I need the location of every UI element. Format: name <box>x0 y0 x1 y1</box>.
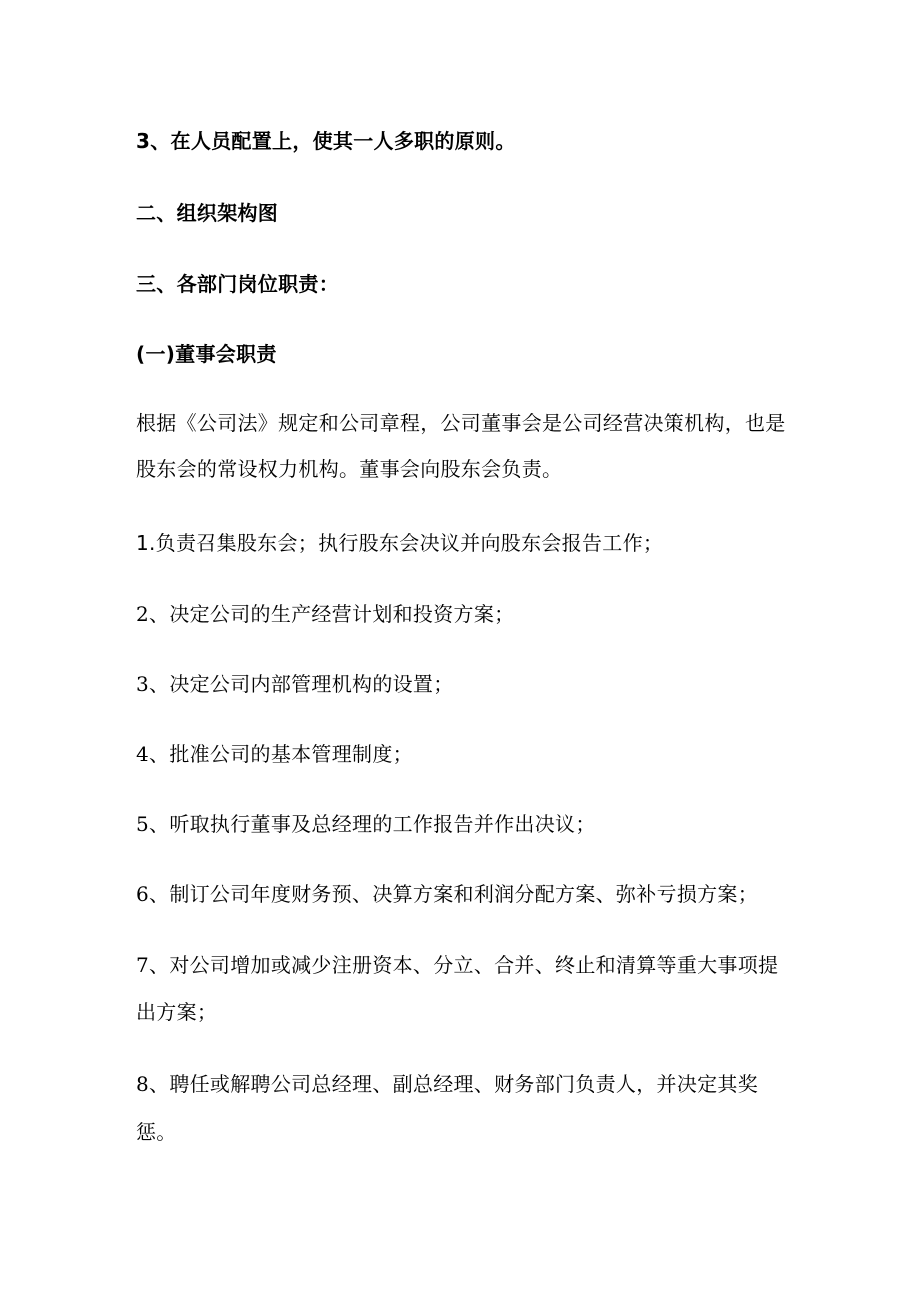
duty-item-3: 3、决定公司内部管理机构的设置； <box>136 672 454 696</box>
principle-3-line: 3、在人员配置上，使其一人多职的原则。 <box>136 129 516 153</box>
duty-item-7-line-1: 7、对公司增加或减少注册资本、分立、合并、终止和清算等重大事项提 <box>136 953 779 977</box>
duty-item-7-line-2: 出方案； <box>136 1000 218 1024</box>
board-intro-line-2: 股东会的常设权力机构。董事会向股东会负责。 <box>136 457 563 481</box>
section-3-heading: 三、各部门岗位职责： <box>136 272 339 296</box>
duty-item-8-line-2: 惩。 <box>136 1120 177 1144</box>
board-duties-heading: (一)董事会职责 <box>136 342 277 366</box>
board-intro-line-1: 根据《公司法》规定和公司章程，公司董事会是公司经营决策机构，也是 <box>136 411 786 435</box>
duty-item-2: 2、决定公司的生产经营计划和投资方案； <box>136 602 515 626</box>
duty-item-6: 6、制订公司年度财务预、决算方案和利润分配方案、弥补亏损方案； <box>136 882 759 906</box>
duty-item-4: 4、批准公司的基本管理制度； <box>136 742 413 766</box>
duty-item-1: 1.负责召集股东会；执行股东会决议并向股东会报告工作； <box>136 531 664 555</box>
duty-item-8-line-1: 8、聘任或解聘公司总经理、副总经理、财务部门负责人，并决定其奖 <box>136 1072 759 1096</box>
section-2-heading: 二、组织架构图 <box>136 201 279 225</box>
duty-item-5: 5、听取执行董事及总经理的工作报告并作出决议； <box>136 812 596 836</box>
